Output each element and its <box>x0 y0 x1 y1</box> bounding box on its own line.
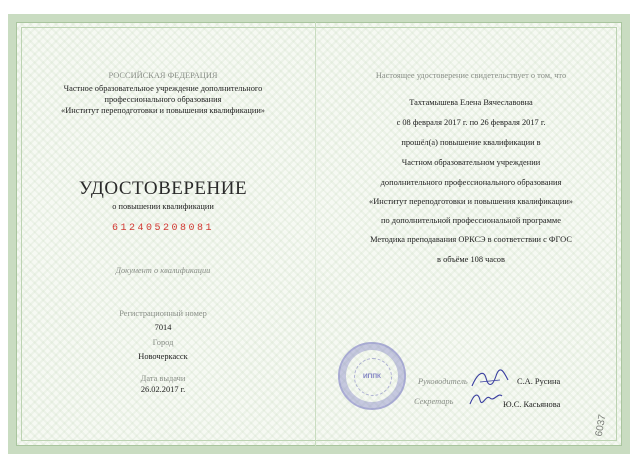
intro-text: Настоящее удостоверение свидетельствует о том, что <box>375 71 567 80</box>
city-label: Город <box>152 338 174 347</box>
serial-number: 612405208081 <box>111 223 214 234</box>
passed-text: прошёл(а) повышение квалификации в <box>401 138 541 147</box>
institution-line-2: дополнительного профессионального образования <box>380 178 562 187</box>
document-subtitle: о повышении квалификации <box>112 202 214 211</box>
left-page <box>18 24 308 444</box>
program-intro: по дополнительной профессиональной программе <box>381 216 561 225</box>
training-period: с 08 февраля 2017 г. по 26 февраля 2017 г. <box>396 118 546 127</box>
country-label: РОССИЙСКАЯ ФЕДЕРАЦИЯ <box>108 71 218 80</box>
handwritten-corner-note: 6037 <box>593 413 609 438</box>
document-type: Документ о квалификации <box>115 266 211 275</box>
center-fold <box>315 22 316 446</box>
org-line-2: профессионального образования <box>104 95 222 104</box>
program-volume: в объёме 108 часов <box>437 255 505 264</box>
secretary-name: Ю.С. Касьянова <box>503 400 561 409</box>
reg-number-label: Регистрационный номер <box>119 309 207 318</box>
head-signature <box>470 368 510 390</box>
institution-line-1: Частном образовательном учреждении <box>401 158 541 167</box>
city: Новочеркасск <box>138 352 188 361</box>
stamp-text: ИППК <box>363 373 381 380</box>
head-label: Руководитель <box>418 377 468 386</box>
issue-date: 26.02.2017 г. <box>140 385 186 394</box>
holder-name: Тахтамышева Елена Вячеславовна <box>409 98 533 107</box>
issue-date-label: Дата выдачи <box>140 374 186 383</box>
org-line-3: «Институт переподготовки и повышения квалификации» <box>61 106 265 115</box>
reg-number: 7014 <box>154 323 172 332</box>
head-name: С.А. Русина <box>517 377 561 386</box>
official-stamp <box>338 342 406 410</box>
institution-line-3: «Институт переподготовки и повышения квалификации» <box>369 197 573 206</box>
secretary-signature <box>468 388 504 410</box>
secretary-label: Секретарь <box>414 397 454 406</box>
org-line-1: Частное образовательное учреждение дополнительного <box>63 84 263 93</box>
document-title: УДОСТОВЕРЕНИЕ <box>78 178 248 199</box>
program-name: Методика преподавания ОРКСЭ в соответствии с ФГОС <box>370 235 572 244</box>
